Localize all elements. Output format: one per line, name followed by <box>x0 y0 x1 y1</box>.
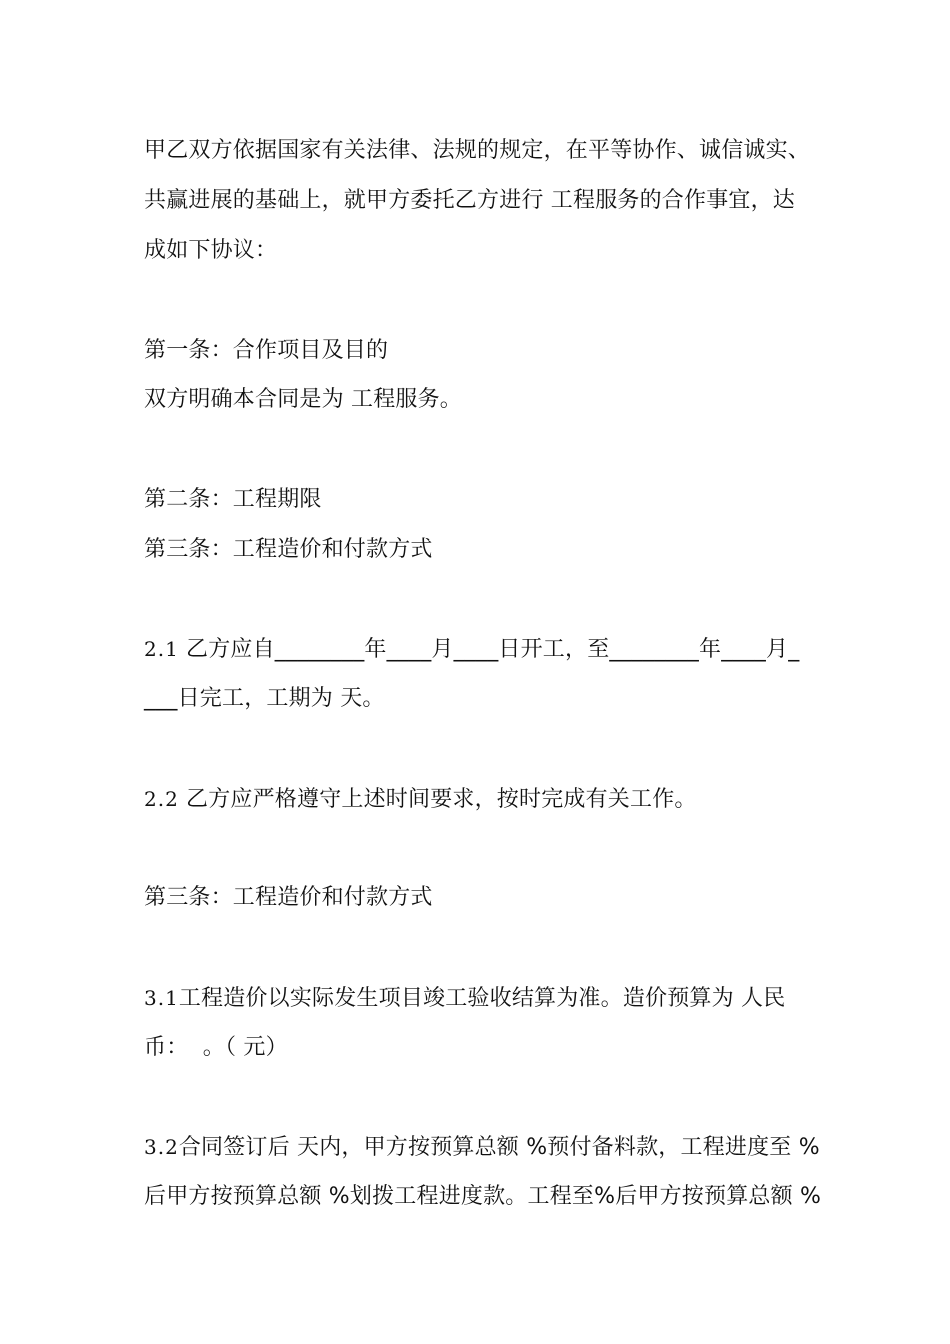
article-3-heading-repeat: 第三条：工程造价和付款方式 <box>144 885 433 910</box>
clause-2-1-number: 2.1 <box>144 637 179 661</box>
article-2-heading: 第二条：工程期限 <box>144 487 322 512</box>
article-1-heading: 第一条：合作项目及目的 <box>144 338 389 363</box>
clause-3-1-number: 3.1 <box>144 986 179 1010</box>
clause-3-2-number: 3.2 <box>144 1135 179 1159</box>
clause-3-2-line-1 <box>144 1132 820 1163</box>
article-3-heading: 第三条：工程造价和付款方式 <box>144 537 433 562</box>
clause-3-2-line-2: 后甲方按预算总额 %划拨工程进度款。工程至%后甲方按预算总额 % <box>144 1184 822 1209</box>
intro-line-2: 共赢进展的基础上，就甲方委托乙方进行 工程服务的合作事宜，达 <box>144 188 795 213</box>
clause-3-1-line-2: 币： 。（ 元） <box>144 1035 288 1060</box>
article-1-body: 双方明确本合同是为 工程服务。 <box>144 387 462 412</box>
intro-line-1: 甲乙双方依据国家有关法律、法规的规定，在平等协作、诚信诚实、 <box>144 138 811 163</box>
clause-2-1-line-1 <box>144 634 799 665</box>
clause-2-1-text: 乙方应自________年____月____日开工，至________年____月_ <box>178 637 800 662</box>
clause-3-2-text: 合同签订后 天内，甲方按预算总额 %预付备料款，工程进度至 % <box>178 1135 820 1160</box>
clause-2-1-line-2: ___日完工，工期为 天。 <box>144 686 385 711</box>
intro-line-3: 成如下协议： <box>144 238 278 263</box>
clause-3-1-line-1 <box>144 983 785 1014</box>
clause-2-2-number: 2.2 <box>144 787 179 811</box>
clause-2-2-text: 乙方应严格遵守上述时间要求，按时完成有关工作。 <box>178 787 697 812</box>
clause-3-1-text: 工程造价以实际发生项目竣工验收结算为准。造价预算为 人民 <box>178 986 786 1011</box>
clause-2-2 <box>144 784 697 815</box>
